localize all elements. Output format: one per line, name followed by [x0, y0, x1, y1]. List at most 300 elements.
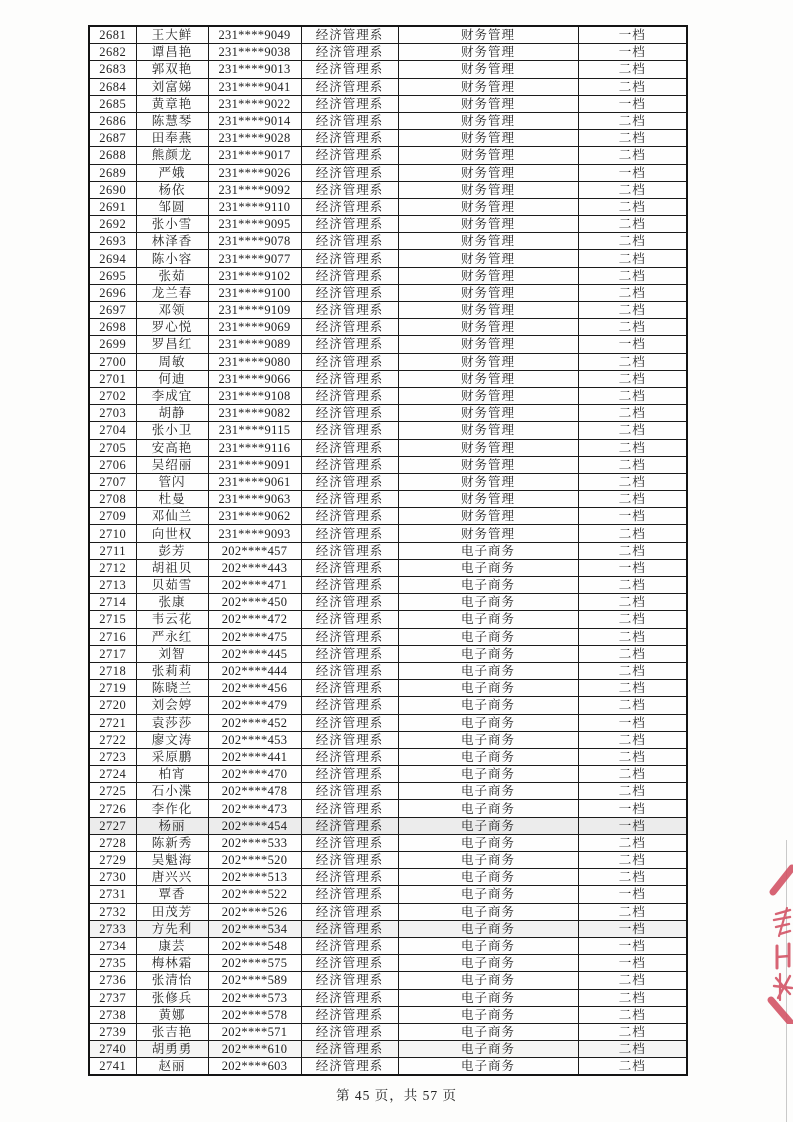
- cell-serial-number: 2699: [89, 336, 136, 353]
- table-row: [89, 61, 687, 78]
- cell-serial-number: 2740: [89, 1041, 136, 1058]
- cell-tier: 一档: [578, 800, 687, 817]
- cell-department: 经济管理系: [301, 559, 398, 576]
- cell-department: 经济管理系: [301, 336, 398, 353]
- cell-student-name: 严永红: [136, 628, 208, 645]
- cell-major: 电子商务: [398, 955, 578, 972]
- table-row: [89, 284, 687, 301]
- cell-student-name: 邹圆: [136, 198, 208, 215]
- table-row: [89, 731, 687, 748]
- cell-masked-id: 231****9080: [208, 353, 301, 370]
- cell-department: 经济管理系: [301, 508, 398, 525]
- cell-student-name: 安高艳: [136, 439, 208, 456]
- cell-serial-number: 2704: [89, 422, 136, 439]
- cell-masked-id: 202****452: [208, 714, 301, 731]
- cell-tier: 二档: [578, 852, 687, 869]
- cell-masked-id: 202****472: [208, 611, 301, 628]
- cell-tier: 二档: [578, 766, 687, 783]
- cell-department: 经济管理系: [301, 26, 398, 44]
- cell-department: 经济管理系: [301, 1058, 398, 1076]
- cell-tier: 二档: [578, 662, 687, 679]
- cell-department: 经济管理系: [301, 164, 398, 181]
- cell-masked-id: 231****9062: [208, 508, 301, 525]
- cell-major: 财务管理: [398, 319, 578, 336]
- table-row: [89, 78, 687, 95]
- cell-major: 电子商务: [398, 800, 578, 817]
- cell-masked-id: 202****443: [208, 559, 301, 576]
- table-row: [89, 473, 687, 490]
- cell-tier: 一档: [578, 95, 687, 112]
- cell-serial-number: 2711: [89, 542, 136, 559]
- cell-department: 经济管理系: [301, 886, 398, 903]
- table-row: [89, 680, 687, 697]
- cell-tier: 一档: [578, 508, 687, 525]
- cell-major: 财务管理: [398, 405, 578, 422]
- cell-masked-id: 202****445: [208, 645, 301, 662]
- cell-serial-number: 2714: [89, 594, 136, 611]
- cell-masked-id: 202****513: [208, 869, 301, 886]
- cell-student-name: 廖文涛: [136, 731, 208, 748]
- cell-major: 电子商务: [398, 542, 578, 559]
- cell-major: 财务管理: [398, 336, 578, 353]
- cell-tier: 二档: [578, 284, 687, 301]
- cell-major: 财务管理: [398, 508, 578, 525]
- cell-serial-number: 2692: [89, 216, 136, 233]
- cell-serial-number: 2734: [89, 937, 136, 954]
- cell-serial-number: 2732: [89, 903, 136, 920]
- cell-major: 财务管理: [398, 473, 578, 490]
- cell-serial-number: 2695: [89, 267, 136, 284]
- cell-major: 电子商务: [398, 766, 578, 783]
- cell-department: 经济管理系: [301, 645, 398, 662]
- cell-department: 经济管理系: [301, 216, 398, 233]
- cell-student-name: 李成宜: [136, 387, 208, 404]
- cell-department: 经济管理系: [301, 233, 398, 250]
- cell-masked-id: 202****444: [208, 662, 301, 679]
- cell-masked-id: 231****9069: [208, 319, 301, 336]
- cell-tier: 二档: [578, 628, 687, 645]
- roster-table-body: [89, 26, 687, 1075]
- cell-tier: 二档: [578, 989, 687, 1006]
- cell-serial-number: 2689: [89, 164, 136, 181]
- cell-serial-number: 2717: [89, 645, 136, 662]
- cell-tier: 二档: [578, 525, 687, 542]
- cell-tier: 二档: [578, 542, 687, 559]
- cell-tier: 二档: [578, 869, 687, 886]
- cell-student-name: 田奉燕: [136, 130, 208, 147]
- cell-masked-id: 231****9038: [208, 44, 301, 61]
- cell-major: 电子商务: [398, 645, 578, 662]
- cell-serial-number: 2722: [89, 731, 136, 748]
- cell-student-name: 龙兰春: [136, 284, 208, 301]
- cell-major: 财务管理: [398, 250, 578, 267]
- cell-tier: 二档: [578, 903, 687, 920]
- cell-major: 电子商务: [398, 662, 578, 679]
- table-row: [89, 491, 687, 508]
- table-row: [89, 989, 687, 1006]
- table-row: [89, 302, 687, 319]
- table-row: [89, 422, 687, 439]
- table-row: [89, 336, 687, 353]
- cell-department: 经济管理系: [301, 302, 398, 319]
- cell-serial-number: 2731: [89, 886, 136, 903]
- cell-major: 财务管理: [398, 370, 578, 387]
- cell-serial-number: 2720: [89, 697, 136, 714]
- cell-tier: 二档: [578, 78, 687, 95]
- cell-major: 财务管理: [398, 130, 578, 147]
- cell-major: 财务管理: [398, 198, 578, 215]
- table-row: [89, 937, 687, 954]
- cell-student-name: 柏宵: [136, 766, 208, 783]
- cell-major: 财务管理: [398, 147, 578, 164]
- table-row: [89, 697, 687, 714]
- cell-tier: 二档: [578, 387, 687, 404]
- cell-serial-number: 2697: [89, 302, 136, 319]
- cell-student-name: 张莉莉: [136, 662, 208, 679]
- cell-serial-number: 2686: [89, 112, 136, 129]
- cell-major: 电子商务: [398, 869, 578, 886]
- cell-major: 电子商务: [398, 594, 578, 611]
- cell-department: 经济管理系: [301, 680, 398, 697]
- cell-student-name: 张小卫: [136, 422, 208, 439]
- cell-department: 经济管理系: [301, 611, 398, 628]
- cell-serial-number: 2741: [89, 1058, 136, 1076]
- cell-major: 财务管理: [398, 284, 578, 301]
- cell-student-name: 林泽香: [136, 233, 208, 250]
- cell-tier: 二档: [578, 319, 687, 336]
- cell-student-name: 陈晓兰: [136, 680, 208, 697]
- cell-masked-id: 231****9077: [208, 250, 301, 267]
- cell-tier: 二档: [578, 491, 687, 508]
- cell-masked-id: 231****9115: [208, 422, 301, 439]
- cell-masked-id: 202****522: [208, 886, 301, 903]
- cell-major: 财务管理: [398, 61, 578, 78]
- cell-serial-number: 2706: [89, 456, 136, 473]
- cell-tier: 一档: [578, 817, 687, 834]
- cell-serial-number: 2688: [89, 147, 136, 164]
- cell-masked-id: 202****589: [208, 972, 301, 989]
- cell-department: 经济管理系: [301, 319, 398, 336]
- cell-major: 电子商务: [398, 817, 578, 834]
- cell-serial-number: 2702: [89, 387, 136, 404]
- page-edge-line: [786, 840, 787, 1122]
- table-row: [89, 44, 687, 61]
- cell-department: 经济管理系: [301, 112, 398, 129]
- cell-major: 财务管理: [398, 95, 578, 112]
- cell-serial-number: 2719: [89, 680, 136, 697]
- cell-tier: 二档: [578, 611, 687, 628]
- table-row: [89, 95, 687, 112]
- cell-major: 电子商务: [398, 611, 578, 628]
- cell-major: 电子商务: [398, 903, 578, 920]
- cell-department: 经济管理系: [301, 439, 398, 456]
- cell-department: 经济管理系: [301, 662, 398, 679]
- cell-major: 电子商务: [398, 1006, 578, 1023]
- cell-tier: 二档: [578, 198, 687, 215]
- cell-major: 财务管理: [398, 456, 578, 473]
- cell-major: 电子商务: [398, 989, 578, 1006]
- cell-student-name: 康芸: [136, 937, 208, 954]
- cell-masked-id: 231****9108: [208, 387, 301, 404]
- cell-student-name: 唐兴兴: [136, 869, 208, 886]
- cell-student-name: 杜曼: [136, 491, 208, 508]
- cell-serial-number: 2701: [89, 370, 136, 387]
- table-row: [89, 1006, 687, 1023]
- cell-student-name: 张茹: [136, 267, 208, 284]
- cell-masked-id: 231****9089: [208, 336, 301, 353]
- cell-serial-number: 2682: [89, 44, 136, 61]
- cell-serial-number: 2730: [89, 869, 136, 886]
- cell-student-name: 周敏: [136, 353, 208, 370]
- cell-serial-number: 2709: [89, 508, 136, 525]
- page-footer: 第 45 页，共 57 页: [336, 1088, 457, 1103]
- cell-masked-id: 202****475: [208, 628, 301, 645]
- cell-student-name: 田茂芳: [136, 903, 208, 920]
- cell-tier: 二档: [578, 1041, 687, 1058]
- cell-masked-id: 202****471: [208, 577, 301, 594]
- cell-department: 经济管理系: [301, 387, 398, 404]
- cell-tier: 一档: [578, 336, 687, 353]
- cell-masked-id: 231****9066: [208, 370, 301, 387]
- cell-masked-id: 231****9100: [208, 284, 301, 301]
- cell-student-name: 管闪: [136, 473, 208, 490]
- roster-table: [88, 25, 688, 1076]
- cell-major: 电子商务: [398, 834, 578, 851]
- table-row: [89, 164, 687, 181]
- cell-major: 财务管理: [398, 44, 578, 61]
- cell-tier: 二档: [578, 250, 687, 267]
- table-row: [89, 852, 687, 869]
- cell-serial-number: 2729: [89, 852, 136, 869]
- cell-serial-number: 2733: [89, 920, 136, 937]
- cell-serial-number: 2687: [89, 130, 136, 147]
- cell-tier: 二档: [578, 1058, 687, 1076]
- cell-tier: 二档: [578, 267, 687, 284]
- cell-department: 经济管理系: [301, 972, 398, 989]
- cell-tier: 一档: [578, 955, 687, 972]
- cell-major: 财务管理: [398, 78, 578, 95]
- cell-major: 电子商务: [398, 920, 578, 937]
- cell-department: 经济管理系: [301, 95, 398, 112]
- cell-major: 财务管理: [398, 302, 578, 319]
- table-row: [89, 748, 687, 765]
- cell-department: 经济管理系: [301, 422, 398, 439]
- cell-serial-number: 2681: [89, 26, 136, 44]
- cell-student-name: 刘智: [136, 645, 208, 662]
- cell-tier: 二档: [578, 577, 687, 594]
- cell-tier: 二档: [578, 645, 687, 662]
- cell-tier: 二档: [578, 473, 687, 490]
- cell-masked-id: 202****456: [208, 680, 301, 697]
- cell-major: 电子商务: [398, 748, 578, 765]
- cell-tier: 二档: [578, 748, 687, 765]
- cell-serial-number: 2691: [89, 198, 136, 215]
- cell-department: 经济管理系: [301, 130, 398, 147]
- cell-masked-id: 231****9116: [208, 439, 301, 456]
- cell-department: 经济管理系: [301, 1041, 398, 1058]
- table-row: [89, 800, 687, 817]
- cell-tier: 二档: [578, 783, 687, 800]
- cell-major: 电子商务: [398, 1023, 578, 1040]
- cell-masked-id: 231****9061: [208, 473, 301, 490]
- table-row: [89, 353, 687, 370]
- cell-major: 财务管理: [398, 181, 578, 198]
- cell-tier: 一档: [578, 937, 687, 954]
- cell-serial-number: 2721: [89, 714, 136, 731]
- cell-masked-id: 202****575: [208, 955, 301, 972]
- cell-department: 经济管理系: [301, 353, 398, 370]
- table-row: [89, 611, 687, 628]
- cell-student-name: 张吉艳: [136, 1023, 208, 1040]
- table-row: [89, 1058, 687, 1076]
- cell-tier: 一档: [578, 26, 687, 44]
- cell-major: 财务管理: [398, 216, 578, 233]
- cell-tier: 二档: [578, 130, 687, 147]
- cell-serial-number: 2694: [89, 250, 136, 267]
- cell-department: 经济管理系: [301, 473, 398, 490]
- table-row: [89, 714, 687, 731]
- cell-serial-number: 2723: [89, 748, 136, 765]
- cell-tier: 二档: [578, 439, 687, 456]
- cell-masked-id: 202****453: [208, 731, 301, 748]
- cell-major: 电子商务: [398, 937, 578, 954]
- cell-student-name: 赵丽: [136, 1058, 208, 1076]
- cell-tier: 二档: [578, 353, 687, 370]
- cell-student-name: 严娥: [136, 164, 208, 181]
- cell-student-name: 李作化: [136, 800, 208, 817]
- table-row: [89, 955, 687, 972]
- cell-masked-id: 202****533: [208, 834, 301, 851]
- cell-masked-id: 202****534: [208, 920, 301, 937]
- cell-serial-number: 2725: [89, 783, 136, 800]
- cell-major: 电子商务: [398, 731, 578, 748]
- cell-department: 经济管理系: [301, 284, 398, 301]
- cell-major: 财务管理: [398, 387, 578, 404]
- cell-major: 电子商务: [398, 628, 578, 645]
- cell-major: 财务管理: [398, 267, 578, 284]
- red-seal-fragment: [756, 862, 793, 1024]
- table-row: [89, 817, 687, 834]
- cell-department: 经济管理系: [301, 525, 398, 542]
- cell-tier: 二档: [578, 594, 687, 611]
- cell-student-name: 陈慧琴: [136, 112, 208, 129]
- cell-serial-number: 2683: [89, 61, 136, 78]
- table-row: [89, 233, 687, 250]
- cell-masked-id: 202****478: [208, 783, 301, 800]
- cell-masked-id: 231****9095: [208, 216, 301, 233]
- cell-tier: 一档: [578, 44, 687, 61]
- cell-student-name: 方先利: [136, 920, 208, 937]
- cell-student-name: 何迪: [136, 370, 208, 387]
- cell-department: 经济管理系: [301, 491, 398, 508]
- cell-masked-id: 202****571: [208, 1023, 301, 1040]
- cell-serial-number: 2716: [89, 628, 136, 645]
- cell-major: 电子商务: [398, 714, 578, 731]
- cell-department: 经济管理系: [301, 920, 398, 937]
- table-row: [89, 250, 687, 267]
- cell-serial-number: 2690: [89, 181, 136, 198]
- cell-tier: 一档: [578, 886, 687, 903]
- cell-major: 财务管理: [398, 422, 578, 439]
- cell-student-name: 胡祖贝: [136, 559, 208, 576]
- table-row: [89, 439, 687, 456]
- cell-masked-id: 231****9110: [208, 198, 301, 215]
- cell-student-name: 罗昌红: [136, 336, 208, 353]
- cell-serial-number: 2684: [89, 78, 136, 95]
- cell-department: 经济管理系: [301, 817, 398, 834]
- cell-tier: 一档: [578, 714, 687, 731]
- cell-department: 经济管理系: [301, 44, 398, 61]
- cell-masked-id: 231****9017: [208, 147, 301, 164]
- cell-masked-id: 231****9028: [208, 130, 301, 147]
- cell-department: 经济管理系: [301, 697, 398, 714]
- cell-department: 经济管理系: [301, 181, 398, 198]
- cell-major: 电子商务: [398, 680, 578, 697]
- cell-department: 经济管理系: [301, 714, 398, 731]
- table-row: [89, 662, 687, 679]
- table-row: [89, 198, 687, 215]
- cell-student-name: 邓领: [136, 302, 208, 319]
- cell-department: 经济管理系: [301, 405, 398, 422]
- cell-masked-id: 202****450: [208, 594, 301, 611]
- cell-serial-number: 2693: [89, 233, 136, 250]
- cell-serial-number: 2724: [89, 766, 136, 783]
- table-row: [89, 903, 687, 920]
- cell-department: 经济管理系: [301, 834, 398, 851]
- cell-masked-id: 202****578: [208, 1006, 301, 1023]
- cell-major: 电子商务: [398, 1041, 578, 1058]
- cell-masked-id: 231****9022: [208, 95, 301, 112]
- cell-student-name: 邓仙兰: [136, 508, 208, 525]
- table-row: [89, 886, 687, 903]
- cell-masked-id: 202****520: [208, 852, 301, 869]
- cell-student-name: 胡勇勇: [136, 1041, 208, 1058]
- cell-student-name: 贝茹雪: [136, 577, 208, 594]
- cell-student-name: 张小雪: [136, 216, 208, 233]
- cell-student-name: 吴绍丽: [136, 456, 208, 473]
- table-row: [89, 972, 687, 989]
- cell-serial-number: 2739: [89, 1023, 136, 1040]
- cell-student-name: 谭昌艳: [136, 44, 208, 61]
- cell-tier: 二档: [578, 61, 687, 78]
- cell-masked-id: 231****9078: [208, 233, 301, 250]
- cell-major: 财务管理: [398, 353, 578, 370]
- cell-serial-number: 2715: [89, 611, 136, 628]
- cell-student-name: 采原鹏: [136, 748, 208, 765]
- cell-department: 经济管理系: [301, 78, 398, 95]
- table-row: [89, 783, 687, 800]
- cell-student-name: 熊颜龙: [136, 147, 208, 164]
- cell-student-name: 张清怡: [136, 972, 208, 989]
- table-row: [89, 525, 687, 542]
- cell-tier: 二档: [578, 233, 687, 250]
- cell-department: 经济管理系: [301, 766, 398, 783]
- cell-major: 财务管理: [398, 233, 578, 250]
- cell-masked-id: 231****9093: [208, 525, 301, 542]
- cell-masked-id: 231****9063: [208, 491, 301, 508]
- cell-student-name: 石小渫: [136, 783, 208, 800]
- cell-serial-number: 2700: [89, 353, 136, 370]
- table-row: [89, 319, 687, 336]
- table-row: [89, 370, 687, 387]
- cell-department: 经济管理系: [301, 250, 398, 267]
- table-row: [89, 147, 687, 164]
- cell-serial-number: 2727: [89, 817, 136, 834]
- table-row: [89, 645, 687, 662]
- cell-tier: 二档: [578, 370, 687, 387]
- cell-department: 经济管理系: [301, 577, 398, 594]
- cell-masked-id: 231****9013: [208, 61, 301, 78]
